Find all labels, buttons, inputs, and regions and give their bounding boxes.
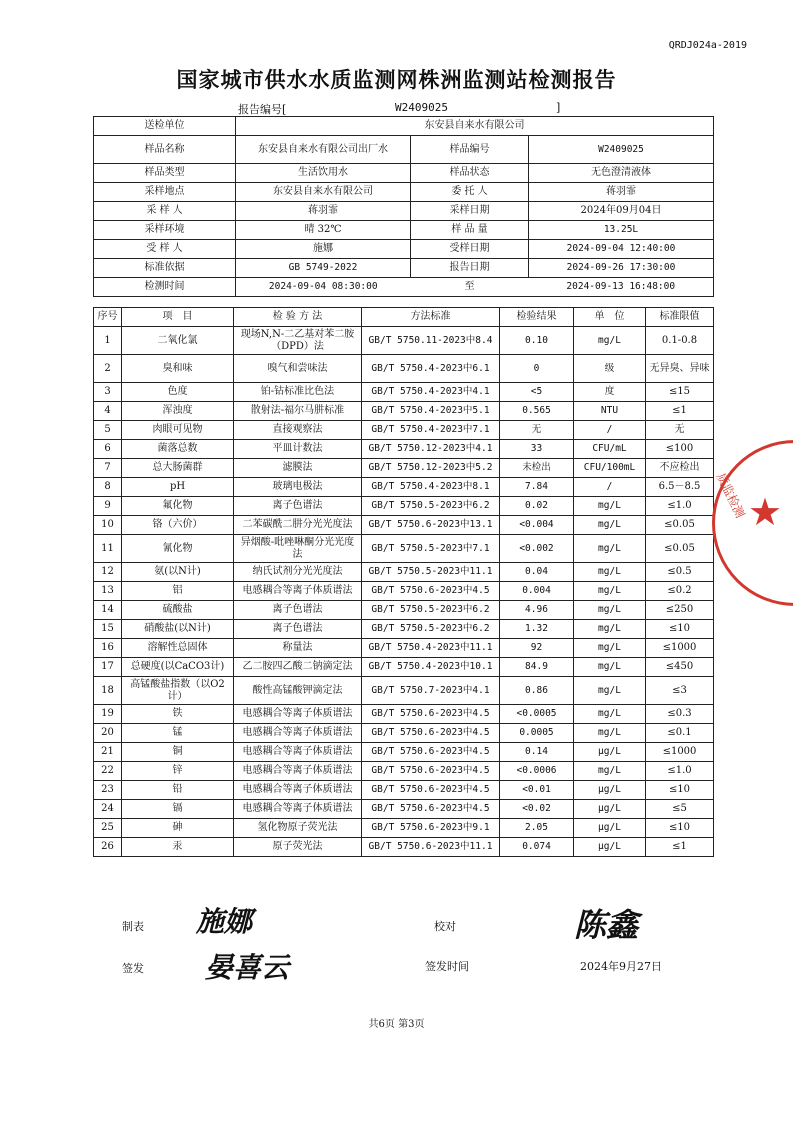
row-no: 9	[94, 497, 122, 516]
row-unit: mg/L	[574, 516, 646, 535]
row-limit: ≤0.1	[646, 724, 714, 743]
standard-label: 标准依据	[94, 259, 236, 278]
row-standard: GB/T 5750.6-2023中11.1	[362, 838, 500, 857]
row-unit: μg/L	[574, 743, 646, 762]
row-no: 16	[94, 639, 122, 658]
table-row	[94, 327, 714, 355]
row-item: pH	[122, 478, 234, 497]
row-method: 电感耦合等离子体质谱法	[234, 800, 362, 819]
row-result: 84.9	[500, 658, 574, 677]
row-standard: GB/T 5750.6-2023中4.5	[362, 743, 500, 762]
row-unit: μg/L	[574, 838, 646, 857]
table-row	[94, 620, 714, 639]
row-method: 电感耦合等离子体质谱法	[234, 724, 362, 743]
table-row	[94, 478, 714, 497]
report-date-value: 2024-09-26 17:30:00	[529, 259, 714, 278]
row-item: 总大肠菌群	[122, 459, 234, 478]
row-standard: GB/T 5750.4-2023中6.1	[362, 355, 500, 383]
page-number: 共6页 第3页	[368, 1019, 425, 1030]
row-unit: mg/L	[574, 620, 646, 639]
row-result: <0.002	[500, 535, 574, 563]
row-standard: GB/T 5750.5-2023中7.1	[362, 535, 500, 563]
table-row	[94, 459, 714, 478]
receiver-label: 受 样 人	[94, 240, 236, 259]
header-item: 项 目	[122, 308, 234, 327]
seal-stamp-text: 质监检测	[713, 470, 748, 521]
row-unit: 级	[574, 355, 646, 383]
row-item: 高锰酸盐指数（以O2计）	[122, 677, 234, 705]
row-no: 8	[94, 478, 122, 497]
row-result: 1.32	[500, 620, 574, 639]
row-no: 10	[94, 516, 122, 535]
row-item: 锰	[122, 724, 234, 743]
header-unit: 单 位	[574, 308, 646, 327]
row-unit: μg/L	[574, 781, 646, 800]
table-row	[94, 383, 714, 402]
row-item: 砷	[122, 819, 234, 838]
table-row	[94, 402, 714, 421]
row-result: <0.004	[500, 516, 574, 535]
row-item: 氰化物	[122, 535, 234, 563]
row-method: 异烟酸-吡唑啉酮分光光度法	[234, 535, 362, 563]
row-item: 镉	[122, 800, 234, 819]
row-limit: ≤3	[646, 677, 714, 705]
header-standard: 方法标准	[362, 308, 500, 327]
site-value: 东安县自来水有限公司	[236, 183, 411, 202]
document-code: QRDJ024a-2019	[668, 40, 747, 51]
row-method: 散射法-福尔马肼标准	[234, 402, 362, 421]
table-row	[94, 516, 714, 535]
standard-value: GB 5749-2022	[236, 259, 411, 278]
row-method: 电感耦合等离子体质谱法	[234, 582, 362, 601]
row-method: 氢化物原子荧光法	[234, 819, 362, 838]
sampler-label: 采 样 人	[94, 202, 236, 221]
row-result: 0.10	[500, 327, 574, 355]
row-limit: ≤0.3	[646, 705, 714, 724]
row-standard: GB/T 5750.6-2023中4.5	[362, 800, 500, 819]
row-unit: mg/L	[574, 327, 646, 355]
report-date-label: 报告日期	[411, 259, 529, 278]
row-result: 0.02	[500, 497, 574, 516]
row-item: 总硬度(以CaCO3计)	[122, 658, 234, 677]
row-standard: GB/T 5750.6-2023中13.1	[362, 516, 500, 535]
header-no: 序号	[94, 308, 122, 327]
row-result: 0.074	[500, 838, 574, 857]
row-no: 2	[94, 355, 122, 383]
header-result: 检验结果	[500, 308, 574, 327]
report-number-close: ]	[556, 101, 561, 114]
row-method: 乙二胺四乙酸二钠滴定法	[234, 658, 362, 677]
row-unit: /	[574, 478, 646, 497]
row-result: 0.004	[500, 582, 574, 601]
row-method: 纳氏试剂分光光度法	[234, 563, 362, 582]
row-method: 现场N,N-二乙基对苯二胺（DPD）法	[234, 327, 362, 355]
row-unit: mg/L	[574, 705, 646, 724]
row-limit: ≤1	[646, 402, 714, 421]
row-unit: mg/L	[574, 658, 646, 677]
row-standard: GB/T 5750.4-2023中8.1	[362, 478, 500, 497]
prepared-signature: 施娜	[196, 905, 253, 938]
row-item: 二氧化氯	[122, 327, 234, 355]
table-row	[94, 705, 714, 724]
row-unit: mg/L	[574, 762, 646, 781]
row-item: 色度	[122, 383, 234, 402]
row-item: 氨(以N计)	[122, 563, 234, 582]
row-result: <0.01	[500, 781, 574, 800]
row-result: 0.86	[500, 677, 574, 705]
row-limit: ≤1000	[646, 639, 714, 658]
results-body	[94, 327, 714, 857]
row-unit: mg/L	[574, 535, 646, 563]
row-limit: ≤10	[646, 620, 714, 639]
row-method: 直接观察法	[234, 421, 362, 440]
issued-signature: 晏喜云	[205, 951, 290, 984]
row-item: 硝酸盐(以N计)	[122, 620, 234, 639]
row-method: 称量法	[234, 639, 362, 658]
sample-type-value: 生活饮用水	[236, 164, 411, 183]
row-standard: GB/T 5750.5-2023中6.2	[362, 620, 500, 639]
row-unit: NTU	[574, 402, 646, 421]
table-row	[94, 800, 714, 819]
star-icon: ★	[748, 490, 783, 534]
table-row	[94, 582, 714, 601]
row-limit: ≤1	[646, 838, 714, 857]
row-result: 0.565	[500, 402, 574, 421]
row-unit: mg/L	[574, 677, 646, 705]
table-row	[94, 743, 714, 762]
row-method: 酸性高锰酸钾滴定法	[234, 677, 362, 705]
row-item: 铁	[122, 705, 234, 724]
row-limit: 0.1-0.8	[646, 327, 714, 355]
sampler-value: 蒋羽霏	[236, 202, 411, 221]
row-method: 离子色谱法	[234, 497, 362, 516]
row-method: 电感耦合等离子体质谱法	[234, 762, 362, 781]
receiver-value: 施娜	[236, 240, 411, 259]
row-item: 铅	[122, 781, 234, 800]
row-standard: GB/T 5750.4-2023中4.1	[362, 383, 500, 402]
row-standard: GB/T 5750.6-2023中9.1	[362, 819, 500, 838]
row-no: 18	[94, 677, 122, 705]
header-limit: 标准限值	[646, 308, 714, 327]
row-standard: GB/T 5750.6-2023中4.5	[362, 582, 500, 601]
row-method: 离子色谱法	[234, 620, 362, 639]
row-no: 22	[94, 762, 122, 781]
row-method: 玻璃电极法	[234, 478, 362, 497]
row-result: <0.0006	[500, 762, 574, 781]
checked-signature: 陈鑫	[574, 906, 639, 944]
row-unit: μg/L	[574, 819, 646, 838]
row-result: 2.05	[500, 819, 574, 838]
sender-label: 送检单位	[94, 117, 236, 136]
row-limit: ≤450	[646, 658, 714, 677]
row-no: 14	[94, 601, 122, 620]
table-row	[94, 440, 714, 459]
row-method: 离子色谱法	[234, 601, 362, 620]
row-result: 0.14	[500, 743, 574, 762]
row-unit: mg/L	[574, 563, 646, 582]
test-time-label: 检测时间	[94, 278, 236, 297]
row-limit: ≤1.0	[646, 497, 714, 516]
row-limit: 无	[646, 421, 714, 440]
row-method: 电感耦合等离子体质谱法	[234, 781, 362, 800]
qty-value: 13.25L	[529, 221, 714, 240]
qty-label: 样 品 量	[411, 221, 529, 240]
table-row	[94, 355, 714, 383]
sample-date-label: 采样日期	[411, 202, 529, 221]
row-standard: GB/T 5750.5-2023中11.1	[362, 563, 500, 582]
row-result: 92	[500, 639, 574, 658]
row-no: 7	[94, 459, 122, 478]
row-result: 0	[500, 355, 574, 383]
row-standard: GB/T 5750.4-2023中10.1	[362, 658, 500, 677]
row-result: 33	[500, 440, 574, 459]
row-limit: 无异臭、异味	[646, 355, 714, 383]
row-limit: ≤0.05	[646, 535, 714, 563]
row-no: 13	[94, 582, 122, 601]
issued-label: 签发	[122, 962, 144, 975]
row-result: <0.02	[500, 800, 574, 819]
row-standard: GB/T 5750.4-2023中5.1	[362, 402, 500, 421]
row-item: 溶解性总固体	[122, 639, 234, 658]
row-standard: GB/T 5750.4-2023中7.1	[362, 421, 500, 440]
row-no: 21	[94, 743, 122, 762]
row-item: 氟化物	[122, 497, 234, 516]
row-standard: GB/T 5750.12-2023中5.2	[362, 459, 500, 478]
row-result: 0.04	[500, 563, 574, 582]
table-row	[94, 497, 714, 516]
row-standard: GB/T 5750.11-2023中8.4	[362, 327, 500, 355]
row-method: 嗅气和尝味法	[234, 355, 362, 383]
sample-no-value: W2409025	[529, 136, 714, 164]
row-no: 24	[94, 800, 122, 819]
table-row	[94, 781, 714, 800]
row-result: 7.84	[500, 478, 574, 497]
row-limit: ≤0.05	[646, 516, 714, 535]
row-limit: ≤10	[646, 781, 714, 800]
row-no: 4	[94, 402, 122, 421]
row-method: 二苯碳酰二肼分光光度法	[234, 516, 362, 535]
row-limit: ≤1.0	[646, 762, 714, 781]
row-unit: mg/L	[574, 724, 646, 743]
row-limit: ≤15	[646, 383, 714, 402]
row-method: 滤膜法	[234, 459, 362, 478]
row-standard: GB/T 5750.5-2023中6.2	[362, 497, 500, 516]
row-standard: GB/T 5750.5-2023中6.2	[362, 601, 500, 620]
row-standard: GB/T 5750.4-2023中11.1	[362, 639, 500, 658]
row-standard: GB/T 5750.6-2023中4.5	[362, 762, 500, 781]
row-no: 26	[94, 838, 122, 857]
row-method: 电感耦合等离子体质谱法	[234, 705, 362, 724]
row-no: 15	[94, 620, 122, 639]
row-item: 汞	[122, 838, 234, 857]
row-no: 5	[94, 421, 122, 440]
issue-time-value: 2024年9月27日	[580, 960, 662, 973]
row-no: 1	[94, 327, 122, 355]
row-result: <5	[500, 383, 574, 402]
row-limit: ≤5	[646, 800, 714, 819]
row-no: 19	[94, 705, 122, 724]
table-row	[94, 677, 714, 705]
test-end-value: 2024-09-13 16:48:00	[529, 278, 714, 297]
row-standard: GB/T 5750.7-2023中4.1	[362, 677, 500, 705]
row-limit: ≤0.2	[646, 582, 714, 601]
row-item: 浑浊度	[122, 402, 234, 421]
row-unit: /	[574, 421, 646, 440]
row-unit: mg/L	[574, 601, 646, 620]
table-row	[94, 658, 714, 677]
table-row	[94, 535, 714, 563]
table-row	[94, 563, 714, 582]
site-label: 采样地点	[94, 183, 236, 202]
row-no: 11	[94, 535, 122, 563]
sample-info-table	[93, 116, 714, 297]
sample-state-value: 无色澄清液体	[529, 164, 714, 183]
row-result: 4.96	[500, 601, 574, 620]
row-method: 铂-钴标准比色法	[234, 383, 362, 402]
receive-date-label: 受样日期	[411, 240, 529, 259]
report-title: 国家城市供水水质监测网株洲监测站检测报告	[176, 68, 617, 92]
row-limit: 不应检出	[646, 459, 714, 478]
issue-time-label: 签发时间	[425, 960, 469, 973]
row-method: 电感耦合等离子体质谱法	[234, 743, 362, 762]
row-result: <0.0005	[500, 705, 574, 724]
row-unit: mg/L	[574, 582, 646, 601]
row-limit: ≤10	[646, 819, 714, 838]
row-item: 锌	[122, 762, 234, 781]
sample-no-label: 样品编号	[411, 136, 529, 164]
row-limit: ≤100	[646, 440, 714, 459]
table-row	[94, 421, 714, 440]
row-no: 20	[94, 724, 122, 743]
row-no: 3	[94, 383, 122, 402]
row-unit: CFU/100mL	[574, 459, 646, 478]
row-method: 原子荧光法	[234, 838, 362, 857]
row-no: 6	[94, 440, 122, 459]
row-standard: GB/T 5750.6-2023中4.5	[362, 781, 500, 800]
row-item: 硫酸盐	[122, 601, 234, 620]
row-standard: GB/T 5750.6-2023中4.5	[362, 705, 500, 724]
row-standard: GB/T 5750.6-2023中4.5	[362, 724, 500, 743]
row-item: 肉眼可见物	[122, 421, 234, 440]
report-number-label: 报告编号[	[238, 103, 287, 116]
row-no: 25	[94, 819, 122, 838]
row-unit: 度	[574, 383, 646, 402]
row-unit: μg/L	[574, 800, 646, 819]
sample-state-label: 样品状态	[411, 164, 529, 183]
row-unit: mg/L	[574, 639, 646, 658]
table-row	[94, 601, 714, 620]
row-item: 铬（六价）	[122, 516, 234, 535]
table-row	[94, 639, 714, 658]
sample-name-value: 东安县自来水有限公司出厂水	[236, 136, 411, 164]
row-limit: ≤0.5	[646, 563, 714, 582]
table-row	[94, 838, 714, 857]
report-number-value: W2409025	[395, 101, 448, 114]
test-to: 至	[411, 278, 529, 297]
row-method: 平皿计数法	[234, 440, 362, 459]
row-limit: ≤250	[646, 601, 714, 620]
results-table	[93, 307, 714, 857]
row-unit: mg/L	[574, 497, 646, 516]
env-label: 采样环境	[94, 221, 236, 240]
header-method: 检 验 方 法	[234, 308, 362, 327]
sample-name-label: 样品名称	[94, 136, 236, 164]
test-start-value: 2024-09-04 08:30:00	[236, 278, 411, 297]
env-value: 晴 32℃	[236, 221, 411, 240]
table-row	[94, 762, 714, 781]
receive-date-value: 2024-09-04 12:40:00	[529, 240, 714, 259]
row-no: 17	[94, 658, 122, 677]
sample-type-label: 样品类型	[94, 164, 236, 183]
client-value: 蒋羽霏	[529, 183, 714, 202]
table-row	[94, 819, 714, 838]
client-label: 委 托 人	[411, 183, 529, 202]
table-row	[94, 724, 714, 743]
row-no: 23	[94, 781, 122, 800]
row-item: 菌落总数	[122, 440, 234, 459]
row-result: 0.0005	[500, 724, 574, 743]
row-standard: GB/T 5750.12-2023中4.1	[362, 440, 500, 459]
sender-value: 东安县自来水有限公司	[236, 117, 714, 136]
prepared-label: 制表	[122, 920, 144, 933]
row-result: 无	[500, 421, 574, 440]
row-item: 铝	[122, 582, 234, 601]
row-limit: ≤1000	[646, 743, 714, 762]
sample-date-value: 2024年09月04日	[529, 202, 714, 221]
row-item: 铜	[122, 743, 234, 762]
row-no: 12	[94, 563, 122, 582]
row-limit: 6.5－8.5	[646, 478, 714, 497]
row-item: 臭和味	[122, 355, 234, 383]
checked-label: 校对	[434, 920, 456, 933]
row-unit: CFU/mL	[574, 440, 646, 459]
row-result: 未检出	[500, 459, 574, 478]
